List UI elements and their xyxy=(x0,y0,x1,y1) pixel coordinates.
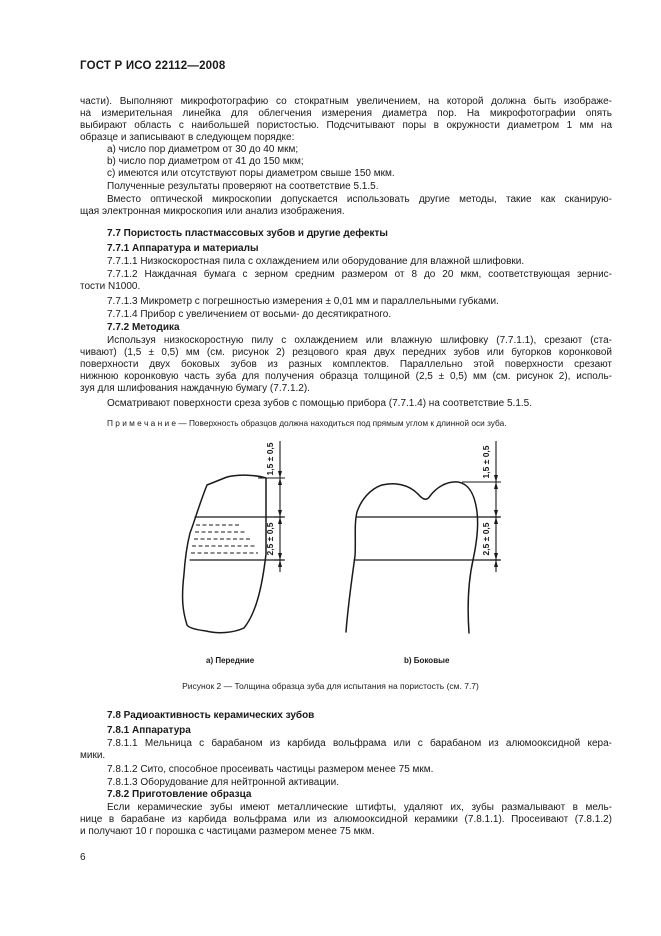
dim-label-a-bottom: 2,5 ± 0,5 xyxy=(265,522,275,556)
anterior-tooth-outline xyxy=(183,475,266,632)
paragraph-line: Осматривают поверхности среза зубов с помощью прибора (7.7.1.4) на соответствие 5.1.5. xyxy=(107,398,533,409)
clause-7-7-1-4: 7.7.1.4 Прибор с увеличением от восьми- до десятикратного. xyxy=(107,309,392,320)
clause-7-7-1-2: 7.7.1.2 Наждачная бумага с зерном средним размером от 8 до 20 мкм, соответствующая зернис- xyxy=(107,269,612,280)
subsection-heading-7-7-2: 7.7.2 Методика xyxy=(107,322,180,333)
paragraph-line: образце и записывают в следующем порядке: xyxy=(80,132,295,143)
clause-7-8-1-2: 7.8.1.2 Сито, способное просеивать частицы размером менее 75 мкм. xyxy=(107,764,434,775)
subsection-heading-7-7-1: 7.7.1 Аппаратура и материалы xyxy=(107,243,259,254)
paragraph-line: чивают) (1,5 ± 0,5) мм (см. рисунок 2) резцового края двух передних зубов или бугорков коронковой xyxy=(80,347,612,358)
paragraph-line: зуя для шлифования наждачную бумагу (7.7.1.2). xyxy=(80,383,310,394)
clause-7-8-1-3: 7.8.1.3 Оборудование для нейтронной активации. xyxy=(107,777,340,788)
posterior-tooth-outline xyxy=(346,482,478,633)
list-item: a) число пор диаметром от 30 до 40 мкм; xyxy=(107,144,299,155)
list-item: c) имеются или отсутствуют поры диаметром свыше 150 мкм. xyxy=(107,168,395,179)
paragraph-line: Если керамические зубы имеют металлические штифты, удаляют их, зубы размалывают в мель- xyxy=(107,802,612,813)
figure-label-anterior: а) Передние xyxy=(206,656,255,665)
paragraph-line: части). Выполняют микрофотографию со стократным увеличением, на которой должна быть изображе- xyxy=(80,96,612,107)
clause-7-7-1-3: 7.7.1.3 Микрометр с погрешностью измерения ± 0,01 мм и параллельными губками. xyxy=(107,296,499,307)
dim-label-a-top: 1,5 ± 0,5 xyxy=(265,442,275,476)
paragraph-line: поверхности двух боковых зубов из разных комплектов. Параллельно этой поверхности срезают xyxy=(80,359,612,370)
paragraph-line: нице в барабане из карбида вольфрама или из алюмооксидной керамики (7.8.1.1). Просеивают (7.8.1.2) xyxy=(80,814,612,825)
subsection-heading-7-8-1: 7.8.1 Аппаратура xyxy=(107,725,191,736)
paragraph-line: и получают 10 г порошка с частицами размером менее 75 мкм. xyxy=(80,826,375,837)
anterior-sample-hatch xyxy=(191,525,258,553)
figure-label-posterior: b) Боковые xyxy=(404,656,450,665)
paragraph-line: Вместо оптической микроскопии допускается использовать другие методы, такие как сканирую- xyxy=(107,194,612,205)
paragraph-line: Используя низкоскоростную пилу с охлаждением или влажную шлифовку (7.7.1.1), срезают (ста- xyxy=(107,335,612,346)
figure-2-drawing xyxy=(0,440,661,665)
dim-label-b-bottom: 2,5 ± 0,5 xyxy=(481,522,491,556)
clause-7-8-1-1-cont: мики. xyxy=(80,750,106,761)
paragraph-line: нижнюю коронковую часть зуба для получения образца толщиной (2,5 ± 0,5) мм (см. рисунок 2), исполь- xyxy=(80,371,612,382)
figure-caption: Рисунок 2 — Толщина образца зуба для испытания на пористость (см. 7.7) xyxy=(182,681,479,691)
clause-7-7-1-2-cont: тости N1000. xyxy=(80,281,141,292)
page-number: 6 xyxy=(80,852,86,863)
paragraph-line: щая электронная микроскопия или анализ изображения. xyxy=(80,206,345,217)
section-heading-7-8: 7.8 Радиоактивность керамических зубов xyxy=(107,710,315,721)
paragraph-line: Полученные результаты проверяют на соответствие 5.1.5. xyxy=(107,181,379,192)
page-header: ГОСТ Р ИСО 22112—2008 xyxy=(80,60,226,72)
note: П р и м е ч а н и е — Поверхность образцов должна находиться под прямым углом к длинной оси зуба. xyxy=(107,418,507,428)
clause-7-7-1-1: 7.7.1.1 Низкоскоростная пила с охлаждением или оборудование для влажной шлифовки. xyxy=(107,256,525,267)
clause-7-8-1-1: 7.8.1.1 Мельница с барабаном из карбида вольфрама или с барабаном из алюмооксидной кера- xyxy=(107,738,612,749)
paragraph-line: на измерительная линейка для облегчения измерения диаметра пор. На микрофотографии опять xyxy=(80,108,612,119)
paragraph-line: выбирают область с наибольшей пористостью. Подсчитывают поры в окружности диаметром 1 мм на xyxy=(80,120,612,131)
subsection-heading-7-8-2: 7.8.2 Приготовление образца xyxy=(107,789,252,800)
section-heading-7-7: 7.7 Пористость пластмассовых зубов и другие дефекты xyxy=(107,228,388,239)
list-item: b) число пор диаметром от 41 до 150 мкм; xyxy=(107,156,304,167)
dim-label-b-top: 1,5 ± 0,5 xyxy=(481,445,491,479)
